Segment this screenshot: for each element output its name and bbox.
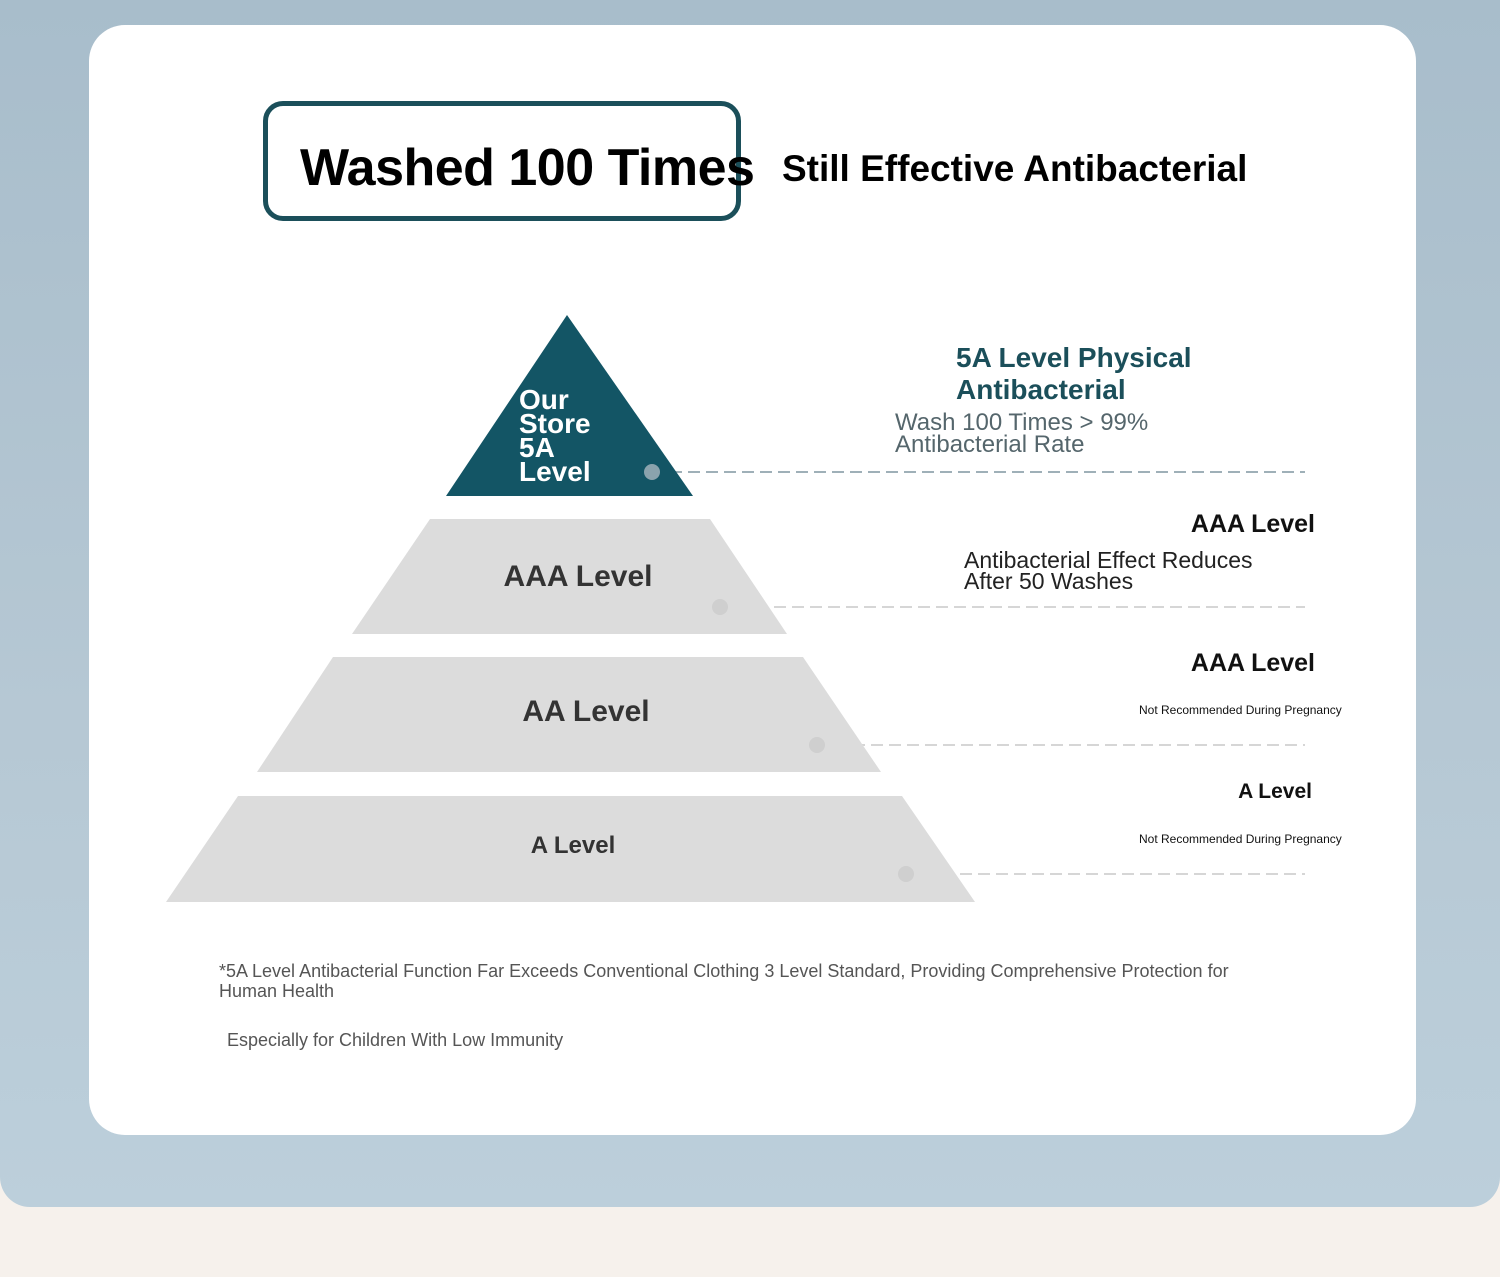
tier3-annotation-description: Not Recommended During Pregnancy — [1139, 703, 1342, 717]
tier4-annotation-description: Not Recommended During Pregnancy — [1139, 832, 1342, 846]
connector-dot-tier3 — [809, 737, 825, 753]
top-label-line-4: Level — [519, 456, 591, 487]
top-label-line-3: 5A — [519, 432, 555, 463]
footnote: *5A Level Antibacterial Function Far Exceeds Conventional Clothing 3 Level Standard, Providing Comprehensive Protection for Human Health — [219, 961, 1229, 1001]
top-annotation-title: 5A Level Physical Antibacterial — [956, 342, 1192, 405]
tier4-annotation-title: A Level — [1238, 780, 1312, 803]
top-annotation-description: Wash 100 Times > 99% Antibacterial Rate — [895, 409, 1149, 458]
subtitle: Still Effective Antibacterial — [782, 148, 1248, 189]
top-label-line-2: Store — [519, 408, 591, 439]
footnote-secondary: Especially for Children With Low Immunity — [227, 1030, 564, 1050]
connector-dot-tier2 — [712, 599, 728, 615]
top-label-line-1: Our — [519, 384, 569, 415]
main-title: Washed 100 Times — [300, 139, 755, 197]
pyramid-top-label — [519, 384, 639, 487]
tier3-annotation-title: AAA Level — [1190, 649, 1315, 677]
tier3-label: AA Level — [522, 695, 650, 728]
tier4-label: A Level — [530, 832, 616, 859]
connector-dot-tier4 — [898, 866, 914, 882]
connector-dot-top — [644, 464, 660, 480]
tier2-annotation-description: Antibacterial Effect Reduces After 50 Washes — [964, 547, 1253, 594]
tier2-label: AAA Level — [503, 560, 653, 593]
tier2-annotation-title: AAA Level — [1190, 510, 1315, 538]
